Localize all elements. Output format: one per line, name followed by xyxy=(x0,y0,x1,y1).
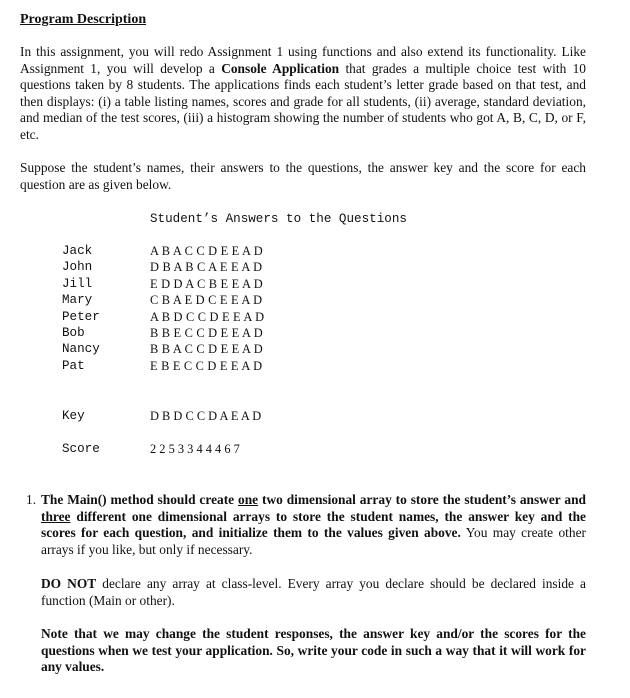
student-name: Peter xyxy=(62,309,100,324)
list-item-number: 1. xyxy=(26,492,37,507)
requirement-2: DO NOT declare any array at class-level. Every array you declare should be declared inside a function (Main or other). xyxy=(41,576,586,608)
student-name: Nancy xyxy=(62,342,100,357)
student-answer-row: A B D C C D E E A D xyxy=(150,309,265,324)
student-answer-row: A B A C C D E E A D xyxy=(150,244,263,258)
student-answer-row: D B A B C A E E A D xyxy=(150,260,263,275)
student-name: Jill xyxy=(62,276,93,291)
student-names-column xyxy=(62,243,100,374)
intro-text-1: In this assignment, you will redo Assignment 1 using functions and also extend its functionality. Like Assignment 1, you will develop a xyxy=(20,44,586,76)
student-name: Jack xyxy=(62,244,93,258)
score-label: Score xyxy=(62,442,100,456)
student-answer-row: C B A E D C E E A D xyxy=(150,293,263,308)
section-heading: Program Description xyxy=(20,12,147,27)
student-answers-column xyxy=(150,243,264,374)
student-name: Pat xyxy=(62,358,85,373)
question-scores: 2 2 5 3 3 4 4 4 6 7 xyxy=(150,442,240,456)
student-answer-row: B B E C C D E E A D xyxy=(150,326,263,341)
requirement-3: Note that we may change the student responses, the answer key and/or the scores for the questions when we test your application. So, write your code in such a way that it will work for any values. xyxy=(41,626,586,675)
intro-bold: Console Application xyxy=(221,60,340,76)
answers-table-title: Student’s Answers to the Questions xyxy=(150,212,407,226)
student-answer-row: E D D A C B E E A D xyxy=(150,276,263,291)
student-name: John xyxy=(62,260,93,275)
requirement-1: The Main() method should create one two dimensional array to store the student’s answer and three different one dimensional arrays to store the student names, the answer key and the scores for each question, and initialize them to the values given above. You may create other arrays if you like, but only if necessary. xyxy=(41,492,586,557)
answer-key: D B D C C D A E A D xyxy=(150,409,262,423)
student-name: Mary xyxy=(62,293,93,308)
student-answer-row: B B A C C D E E A D xyxy=(150,342,263,357)
suppose-paragraph: Suppose the student’s names, their answers to the questions, the answer key and the score for each question are as given below. xyxy=(20,160,586,192)
student-name: Bob xyxy=(62,326,85,341)
intro-paragraph xyxy=(20,44,586,144)
student-answer-row: E B E C C D E E A D xyxy=(150,358,263,373)
intro-text-2: that grades a multiple choice test with 10 questions taken by 8 students. The applications finds each student’s letter grade based on that test, and then displays: (i) a table listing names, scores and grade for all students, (ii) average, standard deviation, and median of the test scores, (iii) a histogram showing the number of students who got A, B, C, D, or F, etc. xyxy=(20,60,586,142)
key-label: Key xyxy=(62,409,85,423)
